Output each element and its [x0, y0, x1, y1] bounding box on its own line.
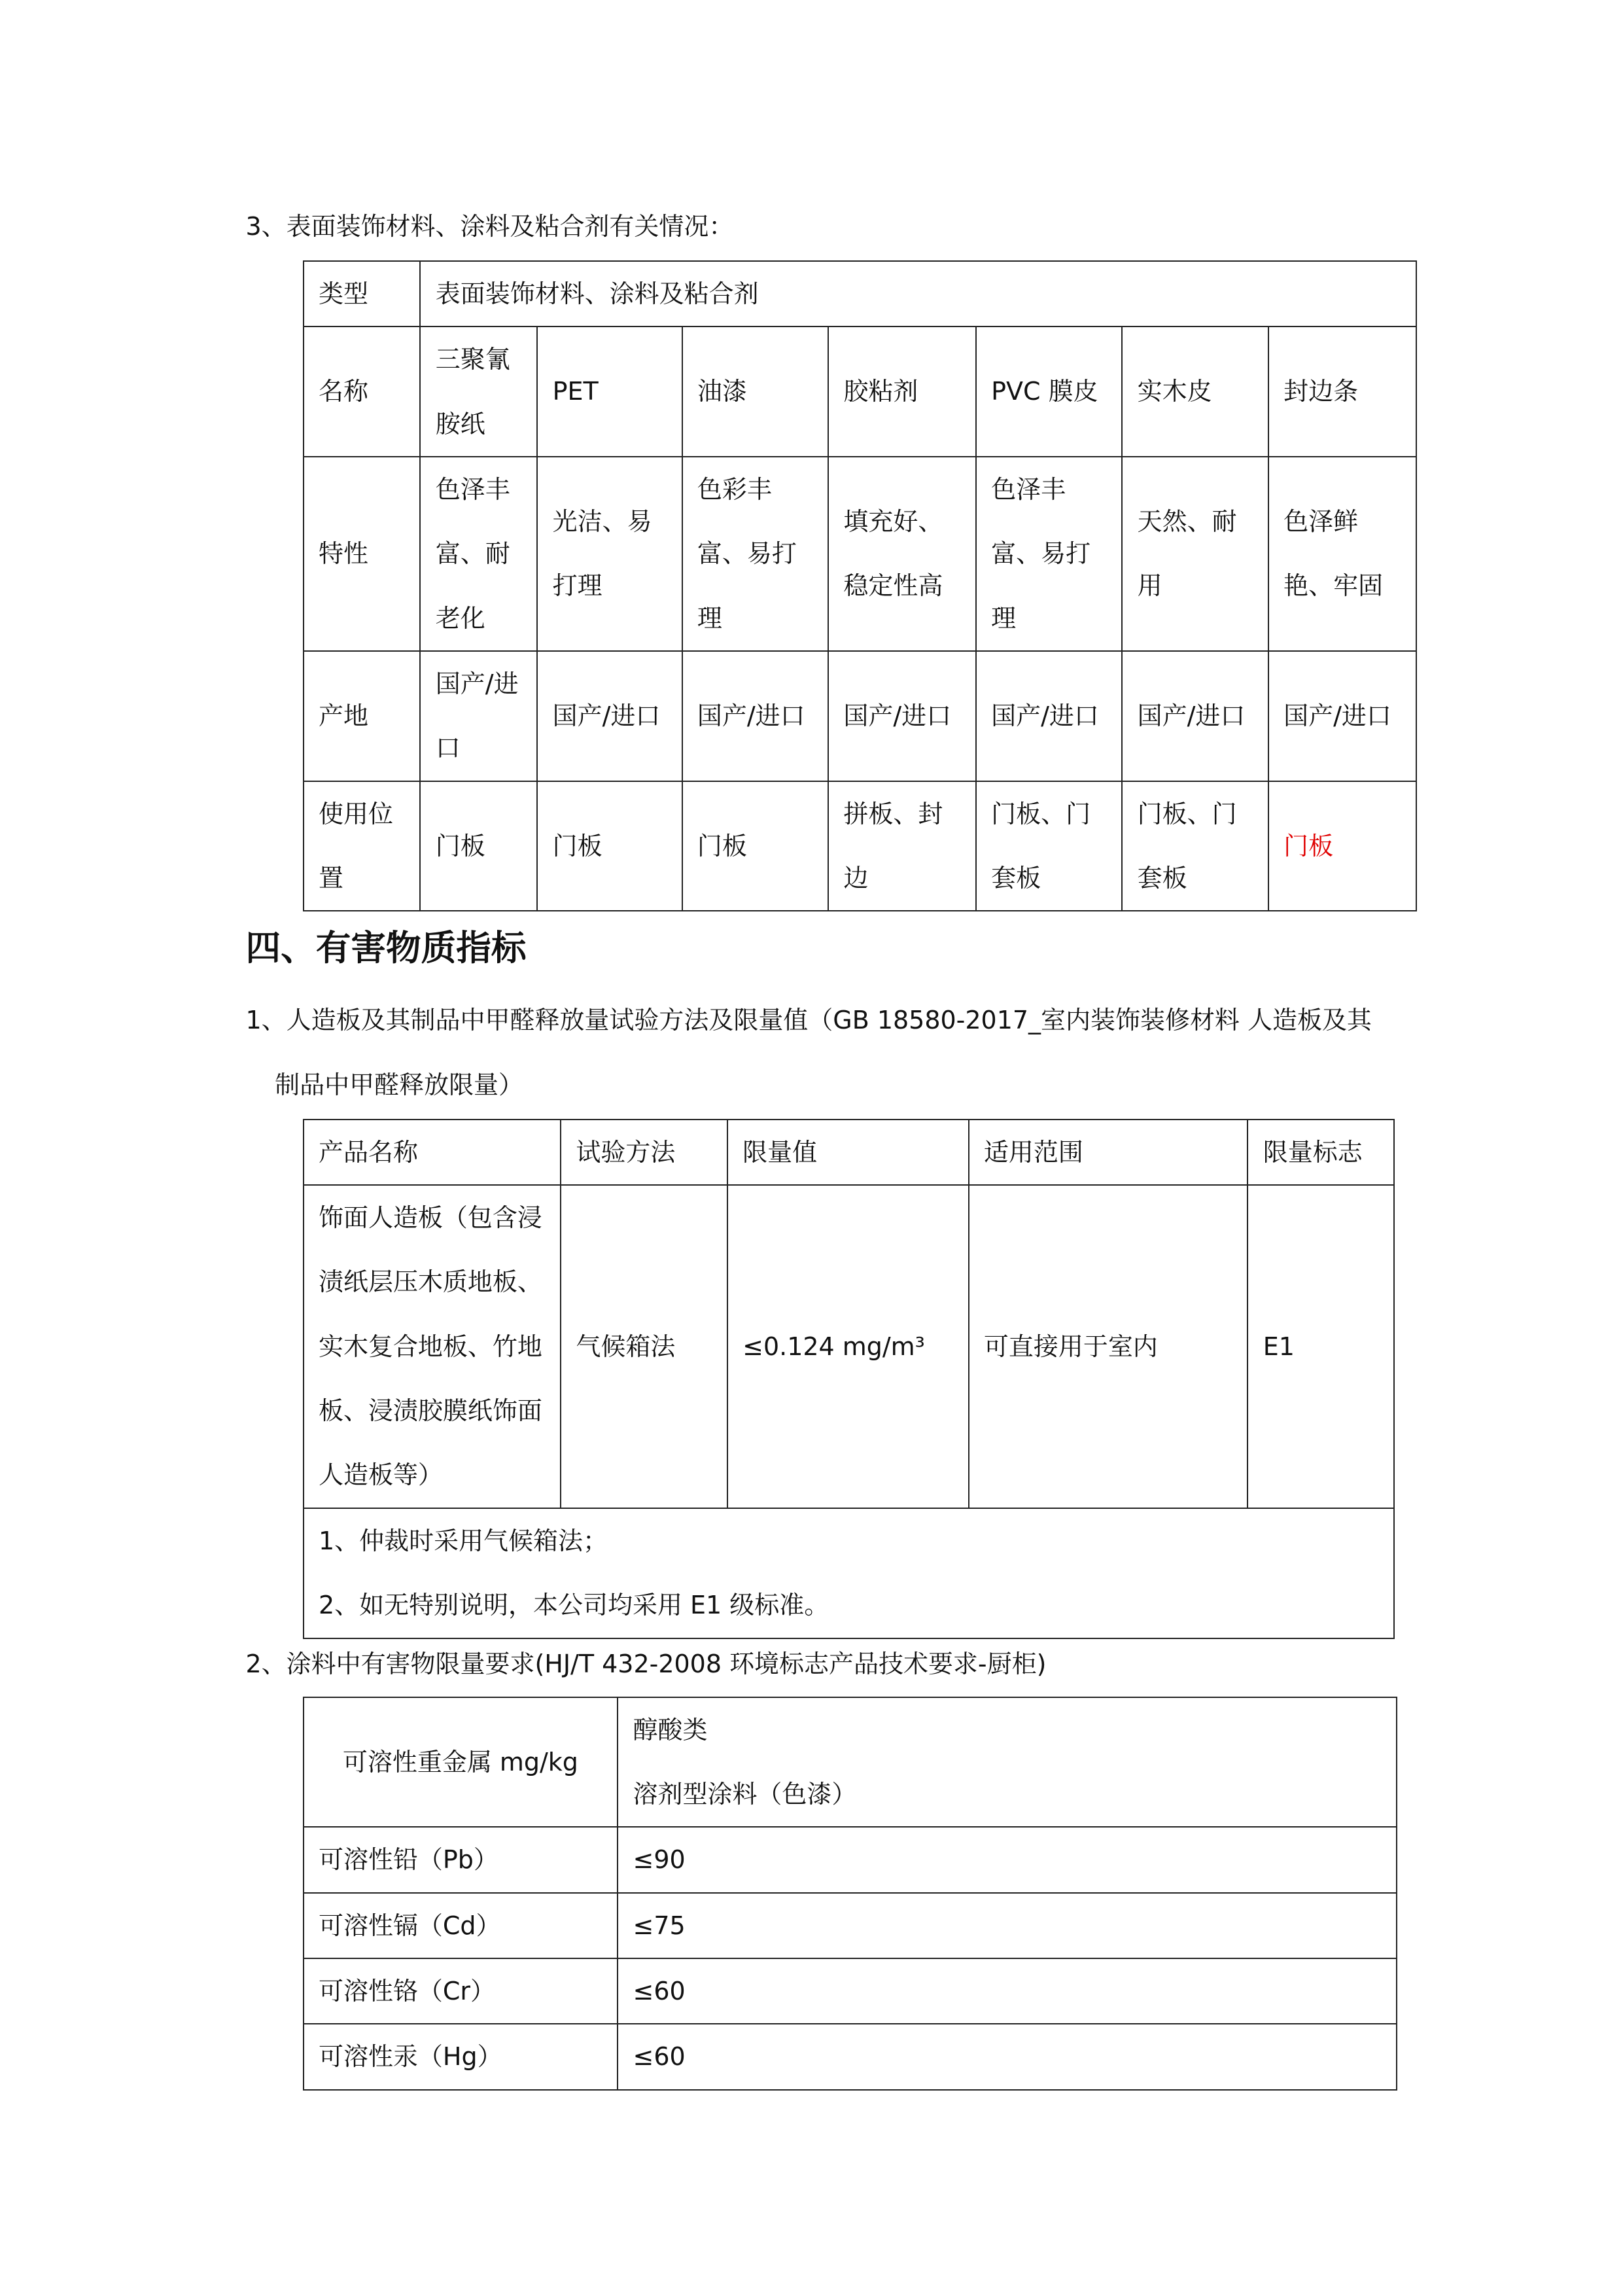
note: 2、如无特别说明，本公司均采用 E1 级标准。 [318, 1591, 829, 1620]
cell: 国产/进口 [1268, 651, 1416, 781]
test-method: 气候箱法 [561, 1185, 727, 1508]
cell: 色彩丰富、易打理 [682, 457, 829, 651]
header-cell: 产品名称 [304, 1120, 561, 1185]
row-label: 名称 [304, 327, 421, 457]
cell: 实木皮 [1122, 327, 1268, 457]
cell: 光洁、易打理 [537, 457, 682, 651]
scope: 可直接用于室内 [969, 1185, 1248, 1508]
cell: 国产/进口 [828, 651, 976, 781]
header-cell: 限量标志 [1248, 1120, 1393, 1185]
limit-value: ≤60 [618, 1958, 1397, 2024]
para2: 2、涂料中有害物限量要求(HJ/T 432-2008 环境标志产品技术要求-厨柜) [245, 1649, 1047, 1678]
type-label: 类型 [304, 261, 421, 327]
metal-name: 可溶性镉（Cd） [304, 1893, 618, 1958]
note: 1、仲裁时采用气候箱法； [318, 1526, 608, 1555]
limit-value: ≤90 [618, 1827, 1397, 1892]
cell: 门板、门套板 [976, 781, 1123, 911]
cell: 国产/进口 [976, 651, 1123, 781]
limit-mark: E1 [1248, 1185, 1393, 1508]
cell: 门板 [537, 781, 682, 911]
header-cell: 限量值 [727, 1120, 969, 1185]
header-right-1: 醇酸类 [633, 1715, 708, 1744]
cell: 胶粘剂 [828, 327, 976, 457]
header-cell: 试验方法 [561, 1120, 727, 1185]
cell: 门板 [1268, 781, 1416, 911]
limit-value: ≤75 [618, 1893, 1397, 1958]
para1-line1: 1、人造板及其制品中甲醛释放量试验方法及限量值（GB 18580-2017_室内装饰装修材料 人造板及其 [245, 1006, 1372, 1035]
header-cell: 适用范围 [969, 1120, 1248, 1185]
product-name: 饰面人造板（包含浸渍纸层压木质地板、实木复合地板、竹地板、浸渍胶膜纸饰面人造板等） [304, 1185, 561, 1508]
cell: 国产/进口 [420, 651, 537, 781]
heavy-metal-table [303, 1697, 1398, 2091]
cell: PVC 膜皮 [976, 327, 1123, 457]
cell: 三聚氰胺纸 [420, 327, 537, 457]
type-value: 表面装饰材料、涂料及粘合剂 [420, 261, 1416, 327]
cell: 色泽鲜艳、牢固 [1268, 457, 1416, 651]
row-label: 产地 [304, 651, 421, 781]
limit-value: ≤0.124 mg/m³ [727, 1185, 969, 1508]
section3-title: 3、表面装饰材料、涂料及粘合剂有关情况： [245, 211, 734, 241]
row-label: 特性 [304, 457, 421, 651]
limit-value: ≤60 [618, 2024, 1397, 2089]
cell: 填充好、稳定性高 [828, 457, 976, 651]
cell: 油漆 [682, 327, 829, 457]
materials-table [303, 260, 1417, 911]
header-right-2: 溶剂型涂料（色漆） [633, 1779, 857, 1809]
section4-heading: 四、有害物质指标 [245, 927, 527, 968]
cell: 国产/进口 [1122, 651, 1268, 781]
cell: 门板 [682, 781, 829, 911]
metal-name: 可溶性铬（Cr） [304, 1958, 618, 2024]
cell: PET [537, 327, 682, 457]
cell: 拼板、封边 [828, 781, 976, 911]
row-label: 使用位置 [304, 781, 421, 911]
formaldehyde-table [303, 1119, 1395, 1639]
para1-line2: 制品中甲醛释放限量） [275, 1070, 524, 1099]
cell: 色泽丰富、易打理 [976, 457, 1123, 651]
cell: 国产/进口 [682, 651, 829, 781]
cell: 天然、耐用 [1122, 457, 1268, 651]
cell: 国产/进口 [537, 651, 682, 781]
cell: 门板 [420, 781, 537, 911]
header-left: 可溶性重金属 mg/kg [304, 1697, 618, 1828]
metal-name: 可溶性汞（Hg） [304, 2024, 618, 2089]
metal-name: 可溶性铅（Pb） [304, 1827, 618, 1892]
cell: 封边条 [1268, 327, 1416, 457]
cell: 色泽丰富、耐老化 [420, 457, 537, 651]
cell: 门板、门套板 [1122, 781, 1268, 911]
